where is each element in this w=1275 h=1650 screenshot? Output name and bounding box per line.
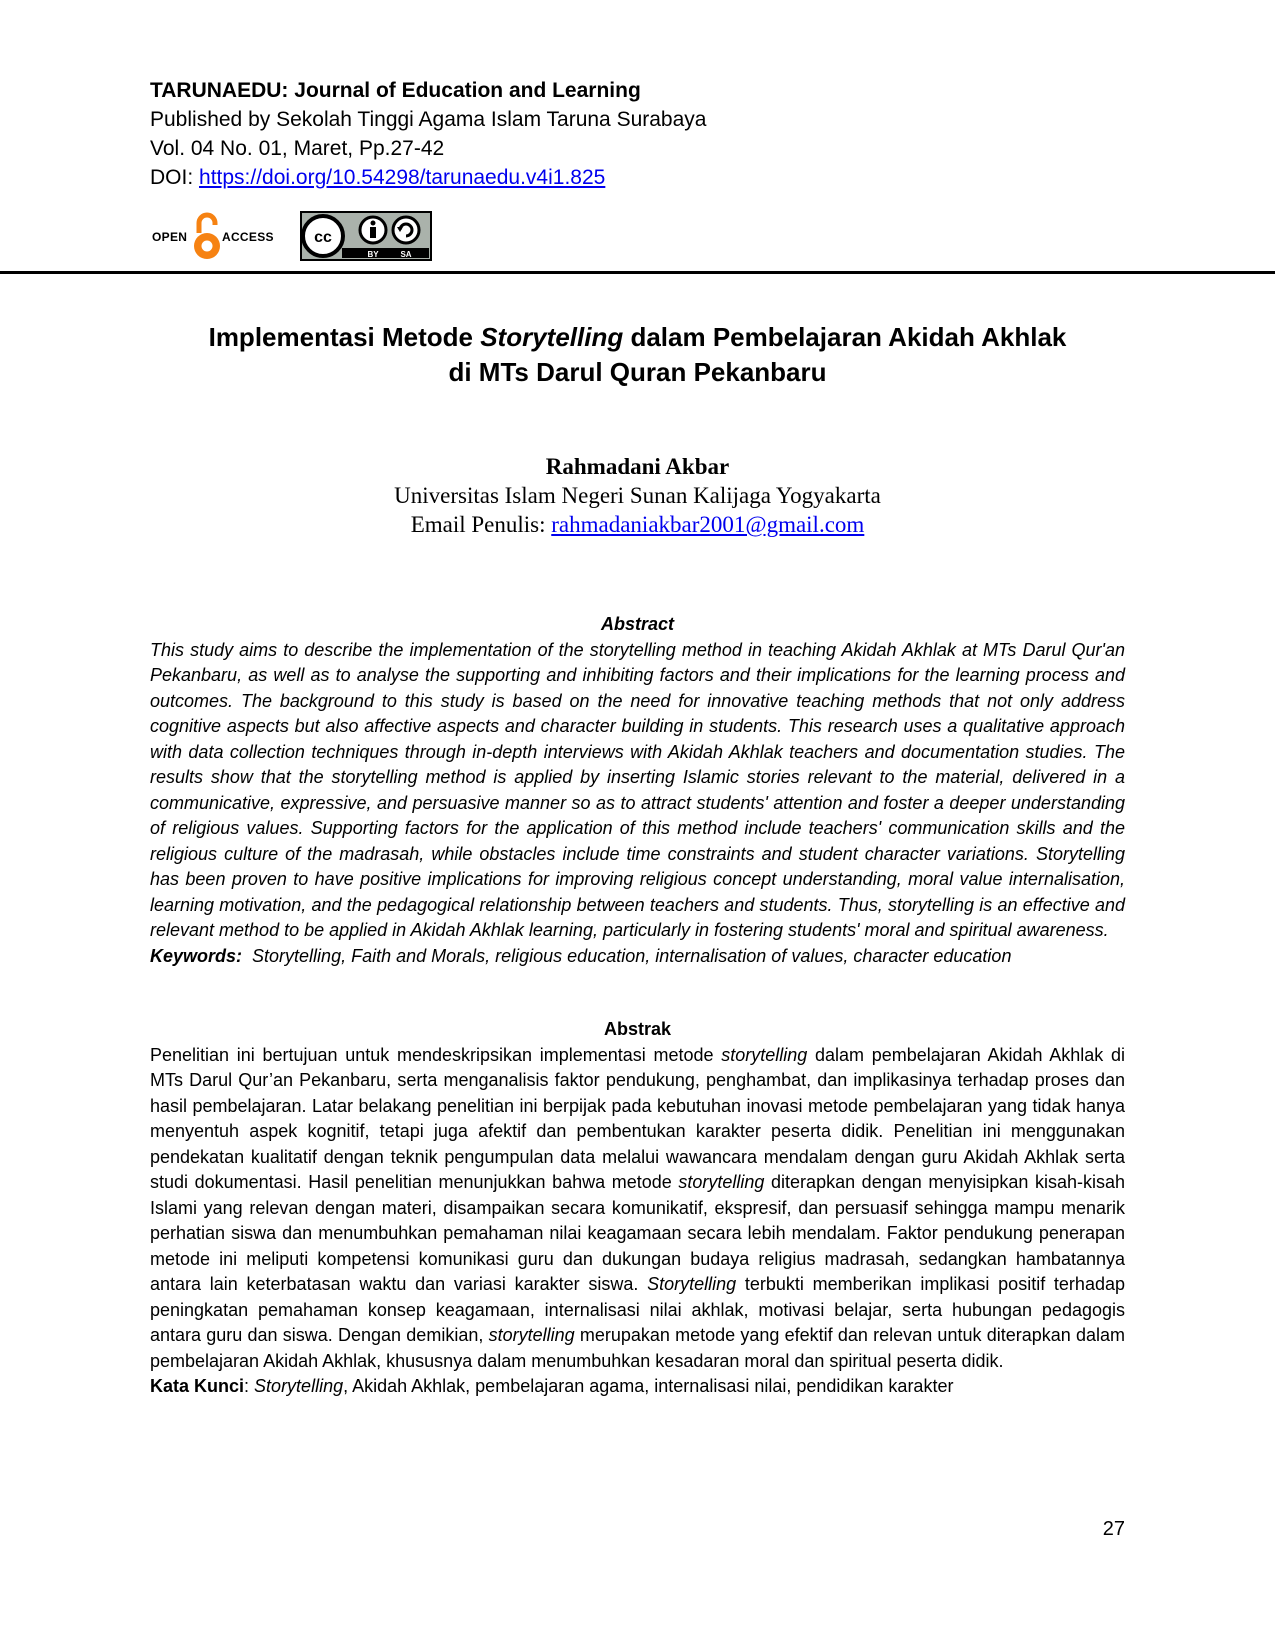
kata-kunci-italic: Storytelling [254, 1376, 344, 1396]
abstrak-italic-3: Storytelling [647, 1274, 737, 1294]
page-number: 27 [1102, 1518, 1125, 1540]
cc-by-label: BY [367, 250, 379, 259]
abstract-english [150, 612, 1125, 969]
open-access-right-text: ACCESS [222, 230, 274, 244]
title-line-2: di MTs Darul Quran Pekanbaru [448, 357, 827, 387]
title-line-1 [0, 320, 1275, 355]
abstrak-italic-2: storytelling [678, 1172, 765, 1192]
title-italic-word: Storytelling [480, 322, 624, 352]
keywords-line [150, 944, 1125, 970]
open-access-lock-icon [192, 211, 222, 263]
doi-link[interactable]: https://doi.org/10.54298/tarunaedu.v4i1.825 [199, 166, 606, 189]
abstract-text: This study aims to describe the implementation of the storytelling method in teaching Akidah Akhlak at MTs Darul Qur'an Pekanbaru, as well as to analyse the supporting and inhibiting factors and their implications for the learning process and outcomes. The background to this study is based on the need for innovative teaching methods that not only address cognitive aspects but also affective aspects and character building in students. This research uses a qualitative approach with data collection techniques through in-depth interviews with Akidah Akhlak teachers and documentation studies. The results show that the storytelling method is applied by inserting Islamic stories relevant to the material, delivered in a communicative, expressive, and persuasive manner so as to attract students' attention and foster a deeper understanding of religious values. Supporting factors for the application of this method include teachers' communication skills and the religious culture of the madrasah, while obstacles include time constraints and student character variations. Storytelling has been proven to have positive implications for improving religious concept understanding, moral value internalisation, learning motivation, and the pedagogical relationship between teachers and students. Thus, storytelling is an effective and relevant method to be applied in Akidah Akhlak learning, particularly in fostering students' moral and spiritual awareness. [150, 639, 1125, 940]
author-email-link[interactable]: rahmadaniakbar2001@gmail.com [551, 512, 865, 537]
abstrak-italic-1: storytelling [721, 1044, 808, 1065]
paper-title [0, 320, 1275, 390]
abstrak-text [150, 1043, 1125, 1375]
abstrak-seg-2: dalam pembelajaran Akidah Akhlak di MTs Darul Qur’an Pekanbaru, serta menganalisis faktor pendukung, penghambat, dan implikasinya terhadap proses dan hasil pembelajaran. Latar belakang penelitian ini berpijak pada kebutuhan inovasi metode pembelajaran yang tidak hanya menyentuh aspek kognitif, tetapi juga afektif dan pembentukan karakter peserta didik. Penelitian ini menggunakan pendekatan kualitatif dengan teknik pengumpulan data melalui wawancara mendalam dengan guru Akidah Akhlak serta studi dokumentasi. Hasil penelitian menunjukkan bahwa metode [150, 1044, 1125, 1192]
journal-header [150, 76, 706, 192]
open-access-left-text: OPEN [152, 230, 188, 244]
cc-by-sa-icon [300, 211, 432, 261]
title-part-2: dalam Pembelajaran Akidah Akhlak [623, 322, 1067, 352]
kata-kunci-label: Kata Kunci [150, 1376, 245, 1396]
journal-title: TARUNAEDU: Journal of Education and Learning [150, 79, 641, 102]
kata-kunci-sep: : [244, 1376, 255, 1396]
abstract-heading: Abstract [600, 614, 675, 634]
open-access-badge[interactable] [150, 211, 288, 263]
volume-line: Vol. 04 No. 01, Maret, Pp.27-42 [150, 137, 445, 160]
kata-kunci-text: , Akidah Akhlak, pembelajaran agama, internalisasi nilai, pendidikan karakter [343, 1376, 954, 1396]
publisher-line: Published by Sekolah Tinggi Agama Islam Taruna Surabaya [150, 108, 707, 131]
abstract-indonesian [150, 1017, 1125, 1400]
doi-line [150, 163, 706, 192]
author-affiliation: Universitas Islam Negeri Sunan Kalijaga Yogyakarta [394, 483, 881, 508]
author-email-line [0, 510, 1275, 539]
license-badges [150, 211, 450, 263]
kata-kunci-line [150, 1374, 1125, 1400]
abstrak-seg-1: Penelitian ini bertujuan untuk mendeskripsikan implementasi metode [150, 1044, 722, 1065]
author-block [0, 452, 1275, 539]
author-name: Rahmadani Akbar [545, 454, 730, 479]
svg-text:cc: cc [314, 229, 332, 246]
doi-label: DOI: [150, 166, 200, 189]
abstrak-seg-4: terbukti memberikan implikasi positif terhadap peningkatan pemahaman konsep keagamaan, internalisasi nilai akhlak, motivasi belajar, serta hubungan pedagogis antara guru dan siswa. Dengan demikian, [150, 1274, 1125, 1345]
keywords-text: Storytelling, Faith and Morals, religious education, internalisation of values, character education [242, 945, 1012, 966]
email-label: Email Penulis: [410, 512, 552, 537]
abstrak-heading: Abstrak [603, 1019, 672, 1039]
cc-by-sa-badge[interactable] [300, 211, 432, 266]
abstrak-italic-4: storytelling [488, 1325, 575, 1345]
abstrak-seg-3: diterapkan dengan menyisipkan kisah-kisah Islami yang relevan dengan materi, disampaikan secara komunikatif, ekspresif, dan persuasif sehingga mampu menarik perhatian siswa dan menumbuhkan pemahaman nilai keagamaan secara lebih mendalam. Faktor pendukung penerapan metode ini meliputi kompetensi komunikasi guru dan dukungan budaya religius madrasah, sedangkan hambatannya antara lain keterbatasan waktu dan variasi karakter siswa. [150, 1172, 1125, 1294]
abstrak-seg-5: merupakan metode yang efektif dan relevan untuk diterapkan dalam pembelajaran Akidah Akhlak, khususnya dalam menumbuhkan kesadaran moral dan spiritual peserta didik. [150, 1325, 1126, 1371]
keywords-label: Keywords: [150, 945, 243, 966]
title-part-1: Implementasi Metode [208, 322, 481, 352]
cc-sa-label: SA [400, 250, 412, 259]
header-divider [0, 271, 1275, 274]
